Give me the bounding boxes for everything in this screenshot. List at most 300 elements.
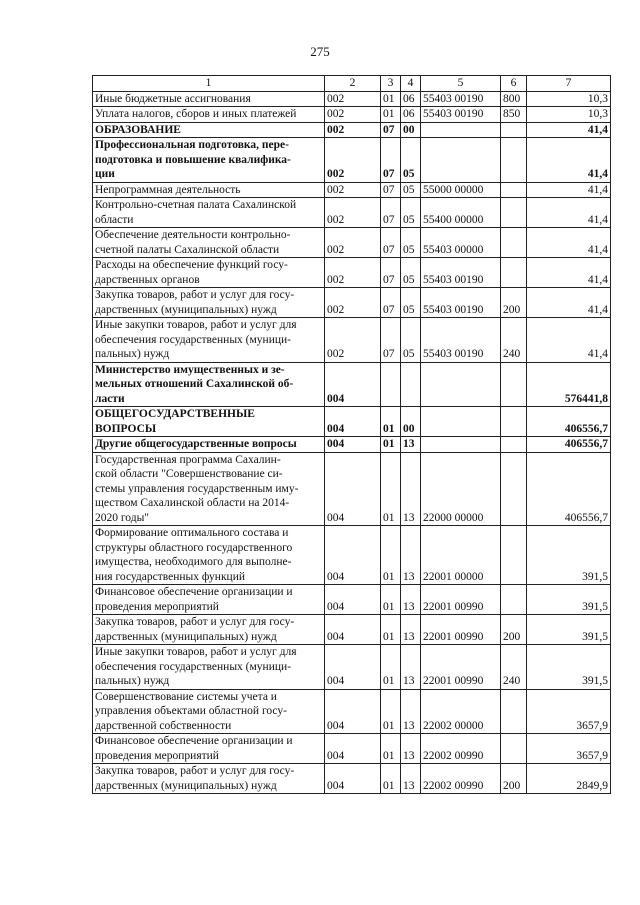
row-name-cell-text: Финансовое обеспечение организации и проведения мероприятий	[95, 586, 293, 613]
subsection-cell	[401, 585, 421, 615]
row-name-cell	[93, 288, 325, 318]
subsection-cell	[401, 526, 421, 585]
subsection-cell	[401, 734, 421, 764]
section-cell	[381, 645, 401, 690]
page-number: 275	[310, 44, 330, 59]
expense-type-cell	[501, 407, 527, 437]
section-cell-text: 01	[383, 438, 395, 450]
row-name-cell-text: Контрольно-счетная палата Сахалинской области	[95, 199, 297, 226]
row-name-cell-text: Другие общегосударственные вопросы	[95, 438, 297, 450]
amount-cell	[527, 407, 611, 437]
expense-type-cell	[501, 689, 527, 734]
header-cell: 6	[501, 76, 527, 92]
table-row	[93, 107, 611, 123]
section-cell	[381, 138, 401, 183]
row-name-cell-text: Финансовое обеспечение организации и проведения мероприятий	[95, 735, 293, 762]
subsection-cell-text: 13	[403, 675, 415, 687]
amount-cell-text: 41,4	[587, 183, 608, 196]
target-article-cell	[421, 258, 501, 288]
subsection-cell	[401, 91, 421, 107]
row-name-cell	[93, 689, 325, 734]
target-article-cell	[421, 764, 501, 794]
target-article-cell	[421, 107, 501, 123]
subsection-cell-text: 05	[403, 243, 415, 256]
subsection-cell	[401, 107, 421, 123]
table-row	[93, 122, 611, 138]
amount-cell	[527, 645, 611, 690]
amount-cell	[527, 615, 611, 645]
admin-code-cell-text: 004	[327, 749, 345, 762]
subsection-cell	[401, 138, 421, 183]
row-name-cell-text: Закупка товаров, работ и услуг для госу- дарственных (муниципальных) нужд	[95, 765, 295, 792]
budget-table	[92, 75, 611, 794]
expense-type-cell	[501, 107, 527, 123]
target-article-cell	[421, 689, 501, 734]
row-name-cell-text: Иные бюджетные ассигнования	[95, 92, 251, 105]
row-name-cell	[93, 645, 325, 690]
expense-type-cell	[501, 91, 527, 107]
table-row	[93, 91, 611, 107]
target-article-cell	[421, 138, 501, 183]
target-article-cell	[421, 585, 501, 615]
expense-type-cell	[501, 318, 527, 363]
section-cell-text: 01	[383, 779, 395, 792]
subsection-cell-text: 13	[403, 438, 415, 450]
amount-cell-text: 406556,7	[564, 438, 608, 450]
section-cell-text: 07	[383, 213, 395, 226]
expense-type-cell	[501, 288, 527, 318]
row-name-cell	[93, 615, 325, 645]
section-cell	[381, 615, 401, 645]
expense-type-cell	[501, 182, 527, 198]
target-article-cell-text: 22001 00000	[423, 570, 484, 583]
amount-cell-text: 576441,8	[564, 392, 608, 405]
subsection-cell	[401, 615, 421, 645]
expense-type-cell-text: 240	[503, 675, 521, 687]
subsection-cell	[401, 122, 421, 138]
table-row	[93, 258, 611, 288]
amount-cell	[527, 228, 611, 258]
expense-type-cell-text: 800	[503, 92, 521, 105]
subsection-cell-text: 13	[403, 749, 415, 762]
expense-type-cell	[501, 362, 527, 407]
target-article-cell	[421, 452, 501, 526]
admin-code-cell-text: 002	[327, 348, 345, 360]
header-cell: 3	[381, 76, 401, 92]
section-cell	[381, 362, 401, 407]
row-name-cell-text: Формирование оптимального состава и структуры областного государственного имущества, необходимого для выполне- ния государственных функций	[95, 527, 293, 583]
subsection-cell	[401, 437, 421, 453]
section-cell	[381, 288, 401, 318]
amount-cell	[527, 198, 611, 228]
target-article-cell	[421, 122, 501, 138]
expense-type-cell-text: 850	[503, 108, 521, 120]
amount-cell	[527, 764, 611, 794]
expense-type-cell-text: 200	[503, 630, 521, 643]
header-cell: 4	[401, 76, 421, 92]
table-row	[93, 526, 611, 585]
section-cell-text: 07	[383, 273, 395, 286]
admin-code-cell-text: 004	[327, 422, 345, 435]
admin-code-cell	[325, 258, 381, 288]
row-name-cell	[93, 91, 325, 107]
admin-code-cell	[325, 734, 381, 764]
target-article-cell-text: 22001 00990	[423, 600, 484, 613]
admin-code-cell	[325, 228, 381, 258]
table-row	[93, 437, 611, 453]
table-row	[93, 585, 611, 615]
target-article-cell-text: 55403 00000	[423, 243, 484, 256]
section-cell	[381, 585, 401, 615]
subsection-cell-text: 05	[403, 303, 415, 316]
expense-type-cell	[501, 645, 527, 690]
table-row	[93, 288, 611, 318]
amount-cell	[527, 689, 611, 734]
row-name-cell	[93, 585, 325, 615]
subsection-cell-text: 06	[403, 92, 415, 105]
amount-cell	[527, 182, 611, 198]
section-cell	[381, 318, 401, 363]
subsection-cell	[401, 228, 421, 258]
amount-cell-text: 3657,9	[576, 749, 608, 762]
expense-type-cell	[501, 228, 527, 258]
row-name-cell	[93, 107, 325, 123]
subsection-cell-text: 05	[403, 213, 415, 226]
subsection-cell-text: 05	[403, 348, 415, 360]
target-article-cell	[421, 198, 501, 228]
header-cell: 2	[325, 76, 381, 92]
admin-code-cell	[325, 182, 381, 198]
target-article-cell-text: 22001 00990	[423, 630, 484, 643]
amount-cell-text: 391,5	[582, 570, 608, 583]
row-name-cell-text: Закупка товаров, работ и услуг для госу- дарственных (муниципальных) нужд	[95, 616, 295, 643]
amount-cell-text: 41,4	[587, 213, 608, 226]
amount-cell	[527, 122, 611, 138]
row-name-cell	[93, 437, 325, 453]
subsection-cell-text: 13	[403, 600, 415, 613]
admin-code-cell	[325, 107, 381, 123]
section-cell-text: 01	[383, 422, 395, 435]
subsection-cell-text: 00	[403, 422, 415, 435]
section-cell	[381, 437, 401, 453]
target-article-cell	[421, 318, 501, 363]
expense-type-cell	[501, 452, 527, 526]
amount-cell-text: 41,4	[587, 273, 608, 286]
section-cell	[381, 122, 401, 138]
admin-code-cell-text: 004	[327, 675, 345, 687]
amount-cell-text: 10,3	[587, 108, 608, 120]
target-article-cell	[421, 362, 501, 407]
row-name-cell	[93, 318, 325, 363]
target-article-cell	[421, 734, 501, 764]
section-cell-text: 01	[383, 749, 395, 762]
table-row	[93, 138, 611, 183]
amount-cell-text: 41,4	[587, 123, 608, 136]
admin-code-cell	[325, 198, 381, 228]
admin-code-cell-text: 002	[327, 108, 345, 120]
table-row	[93, 407, 611, 437]
row-name-cell	[93, 138, 325, 183]
row-name-cell-text: Государственная программа Сахалин- ской области "Совершенствование си- стемы управления государственным иму- ществом Сахалинской области на 2014- 2020 годы"	[95, 453, 299, 524]
target-article-cell-text: 22002 00990	[423, 749, 484, 762]
admin-code-cell	[325, 122, 381, 138]
expense-type-cell-text: 240	[503, 348, 521, 360]
table-row	[93, 734, 611, 764]
admin-code-cell-text: 002	[327, 303, 345, 316]
row-name-cell-text: Иные закупки товаров, работ и услуг для обеспечения государственных (муници- пальных) нужд	[95, 319, 297, 360]
admin-code-cell	[325, 585, 381, 615]
admin-code-cell	[325, 437, 381, 453]
amount-cell	[527, 362, 611, 407]
target-article-cell	[421, 288, 501, 318]
target-article-cell-text: 55403 00190	[423, 108, 484, 120]
subsection-cell-text: 13	[403, 719, 415, 732]
row-name-cell	[93, 258, 325, 288]
row-name-cell	[93, 734, 325, 764]
admin-code-cell	[325, 318, 381, 363]
amount-cell	[527, 734, 611, 764]
section-cell-text: 01	[383, 675, 395, 687]
subsection-cell-text: 06	[403, 108, 415, 120]
table-row	[93, 182, 611, 198]
amount-cell	[527, 318, 611, 363]
row-name-cell-text: Уплата налогов, сборов и иных платежей	[95, 108, 297, 120]
admin-code-cell-text: 004	[327, 570, 345, 583]
target-article-cell-text: 55400 00000	[423, 213, 484, 226]
row-name-cell-text: ОБЩЕГОСУДАРСТВЕННЫЕ ВОПРОСЫ	[95, 408, 255, 435]
amount-cell	[527, 288, 611, 318]
row-name-cell-text: Министерство имущественных и зе- мельных отношений Сахалинской об- ласти	[95, 363, 294, 405]
target-article-cell	[421, 437, 501, 453]
row-name-cell	[93, 764, 325, 794]
subsection-cell-text: 05	[403, 183, 415, 196]
expense-type-cell-text: 200	[503, 303, 521, 316]
target-article-cell	[421, 407, 501, 437]
section-cell	[381, 91, 401, 107]
section-cell-text: 01	[383, 570, 395, 583]
amount-cell	[527, 452, 611, 526]
table-row	[93, 318, 611, 363]
admin-code-cell-text: 002	[327, 92, 345, 105]
section-cell-text: 01	[383, 511, 395, 524]
table-row	[93, 645, 611, 690]
target-article-cell	[421, 645, 501, 690]
admin-code-cell-text: 004	[327, 392, 345, 405]
subsection-cell-text: 00	[403, 123, 415, 136]
table-row	[93, 228, 611, 258]
subsection-cell-text: 13	[403, 630, 415, 643]
admin-code-cell-text: 004	[327, 600, 345, 613]
target-article-cell	[421, 182, 501, 198]
admin-code-cell-text: 004	[327, 779, 345, 792]
admin-code-cell	[325, 407, 381, 437]
admin-code-cell	[325, 645, 381, 690]
section-cell	[381, 734, 401, 764]
amount-cell-text: 41,4	[587, 348, 608, 360]
subsection-cell-text: 05	[403, 273, 415, 286]
amount-cell-text: 406556,7	[564, 422, 608, 435]
subsection-cell	[401, 198, 421, 228]
amount-cell-text: 391,5	[582, 675, 608, 687]
admin-code-cell-text: 002	[327, 183, 345, 196]
target-article-cell-text: 22002 00000	[423, 719, 484, 732]
admin-code-cell-text: 004	[327, 511, 345, 524]
amount-cell	[527, 526, 611, 585]
section-cell	[381, 228, 401, 258]
subsection-cell	[401, 258, 421, 288]
expense-type-cell	[501, 138, 527, 183]
expense-type-cell	[501, 734, 527, 764]
amount-cell	[527, 91, 611, 107]
amount-cell-text: 3657,9	[576, 719, 608, 732]
subsection-cell	[401, 407, 421, 437]
expense-type-cell	[501, 437, 527, 453]
amount-cell-text: 10,3	[587, 92, 608, 105]
amount-cell-text: 2849,9	[576, 779, 608, 792]
header-cell: 7	[527, 76, 611, 92]
table-row	[93, 452, 611, 526]
subsection-cell	[401, 689, 421, 734]
section-cell-text: 07	[383, 303, 395, 316]
section-cell	[381, 182, 401, 198]
expense-type-cell	[501, 198, 527, 228]
expense-type-cell-text: 200	[503, 779, 521, 792]
section-cell-text: 07	[383, 348, 395, 360]
expense-type-cell	[501, 122, 527, 138]
target-article-cell	[421, 526, 501, 585]
amount-cell-text: 391,5	[582, 600, 608, 613]
admin-code-cell	[325, 452, 381, 526]
row-name-cell-text: Расходы на обеспечение функций госу- дарственных органов	[95, 259, 288, 286]
amount-cell	[527, 107, 611, 123]
table-row	[93, 198, 611, 228]
row-name-cell	[93, 526, 325, 585]
admin-code-cell	[325, 764, 381, 794]
table-row	[93, 689, 611, 734]
target-article-cell-text: 22001 00990	[423, 675, 484, 687]
expense-type-cell	[501, 764, 527, 794]
admin-code-cell	[325, 138, 381, 183]
row-name-cell-text: Профессиональная подготовка, пере- подготовка и повышение квалифика- ции	[95, 139, 291, 180]
table-row	[93, 615, 611, 645]
target-article-cell	[421, 615, 501, 645]
section-cell-text: 07	[383, 183, 395, 196]
admin-code-cell	[325, 526, 381, 585]
section-cell-text: 01	[383, 719, 395, 732]
amount-cell	[527, 138, 611, 183]
amount-cell-text: 41,4	[587, 303, 608, 316]
row-name-cell-text: Непрограммная деятельность	[95, 183, 241, 196]
section-cell	[381, 764, 401, 794]
target-article-cell-text: 22000 00000	[423, 511, 484, 524]
subsection-cell	[401, 362, 421, 407]
target-article-cell-text: 55403 00190	[423, 303, 484, 316]
admin-code-cell	[325, 288, 381, 318]
admin-code-cell-text: 002	[327, 243, 345, 256]
subsection-cell	[401, 182, 421, 198]
row-name-cell-text: Совершенствование системы учета и управления объектами областной госу- дарственной собственности	[95, 690, 287, 732]
table-row	[93, 764, 611, 794]
section-cell	[381, 689, 401, 734]
section-cell	[381, 407, 401, 437]
row-name-cell	[93, 198, 325, 228]
amount-cell-text: 406556,7	[564, 511, 608, 524]
subsection-cell-text: 13	[403, 511, 415, 524]
section-cell	[381, 526, 401, 585]
section-cell-text: 07	[383, 123, 395, 136]
header-row	[93, 76, 611, 92]
section-cell-text: 01	[383, 108, 395, 120]
subsection-cell	[401, 288, 421, 318]
table-row	[93, 362, 611, 407]
amount-cell	[527, 437, 611, 453]
admin-code-cell-text: 002	[327, 123, 345, 136]
section-cell	[381, 452, 401, 526]
target-article-cell-text: 22002 00990	[423, 779, 484, 792]
section-cell-text: 01	[383, 630, 395, 643]
admin-code-cell-text: 002	[327, 213, 345, 226]
subsection-cell	[401, 764, 421, 794]
admin-code-cell	[325, 362, 381, 407]
row-name-cell-text: Обеспечение деятельности контрольно- счетной палаты Сахалинской области	[95, 229, 291, 256]
row-name-cell-text: Закупка товаров, работ и услуг для госу- дарственных (муниципальных) нужд	[95, 289, 295, 316]
header-cell: 5	[421, 76, 501, 92]
subsection-cell	[401, 645, 421, 690]
expense-type-cell	[501, 585, 527, 615]
row-name-cell-text: Иные закупки товаров, работ и услуг для обеспечения государственных (муници- пальных) нужд	[95, 646, 297, 687]
admin-code-cell-text: 004	[327, 438, 345, 450]
target-article-cell-text: 55000 00000	[423, 183, 484, 196]
subsection-cell-text: 13	[403, 570, 415, 583]
admin-code-cell	[325, 91, 381, 107]
target-article-cell-text: 55403 00190	[423, 348, 484, 360]
expense-type-cell	[501, 526, 527, 585]
row-name-cell-text: ОБРАЗОВАНИЕ	[95, 123, 181, 136]
target-article-cell	[421, 91, 501, 107]
admin-code-cell-text: 004	[327, 630, 345, 643]
row-name-cell	[93, 228, 325, 258]
admin-code-cell	[325, 689, 381, 734]
target-article-cell-text: 55403 00190	[423, 92, 484, 105]
row-name-cell	[93, 182, 325, 198]
amount-cell-text: 41,4	[587, 243, 608, 256]
section-cell-text: 01	[383, 600, 395, 613]
target-article-cell-text: 55403 00190	[423, 273, 484, 286]
expense-type-cell	[501, 615, 527, 645]
row-name-cell	[93, 407, 325, 437]
admin-code-cell-text: 002	[327, 168, 345, 180]
amount-cell	[527, 258, 611, 288]
section-cell-text: 01	[383, 92, 395, 105]
section-cell	[381, 258, 401, 288]
row-name-cell	[93, 452, 325, 526]
section-cell-text: 07	[383, 243, 395, 256]
expense-type-cell	[501, 258, 527, 288]
row-name-cell	[93, 362, 325, 407]
amount-cell	[527, 585, 611, 615]
subsection-cell	[401, 318, 421, 363]
target-article-cell	[421, 228, 501, 258]
subsection-cell-text: 05	[403, 168, 415, 180]
admin-code-cell	[325, 615, 381, 645]
subsection-cell	[401, 452, 421, 526]
section-cell	[381, 198, 401, 228]
amount-cell-text: 391,5	[582, 630, 608, 643]
section-cell-text: 07	[383, 168, 395, 180]
subsection-cell-text: 13	[403, 779, 415, 792]
section-cell	[381, 107, 401, 123]
amount-cell-text: 41,4	[587, 168, 608, 180]
